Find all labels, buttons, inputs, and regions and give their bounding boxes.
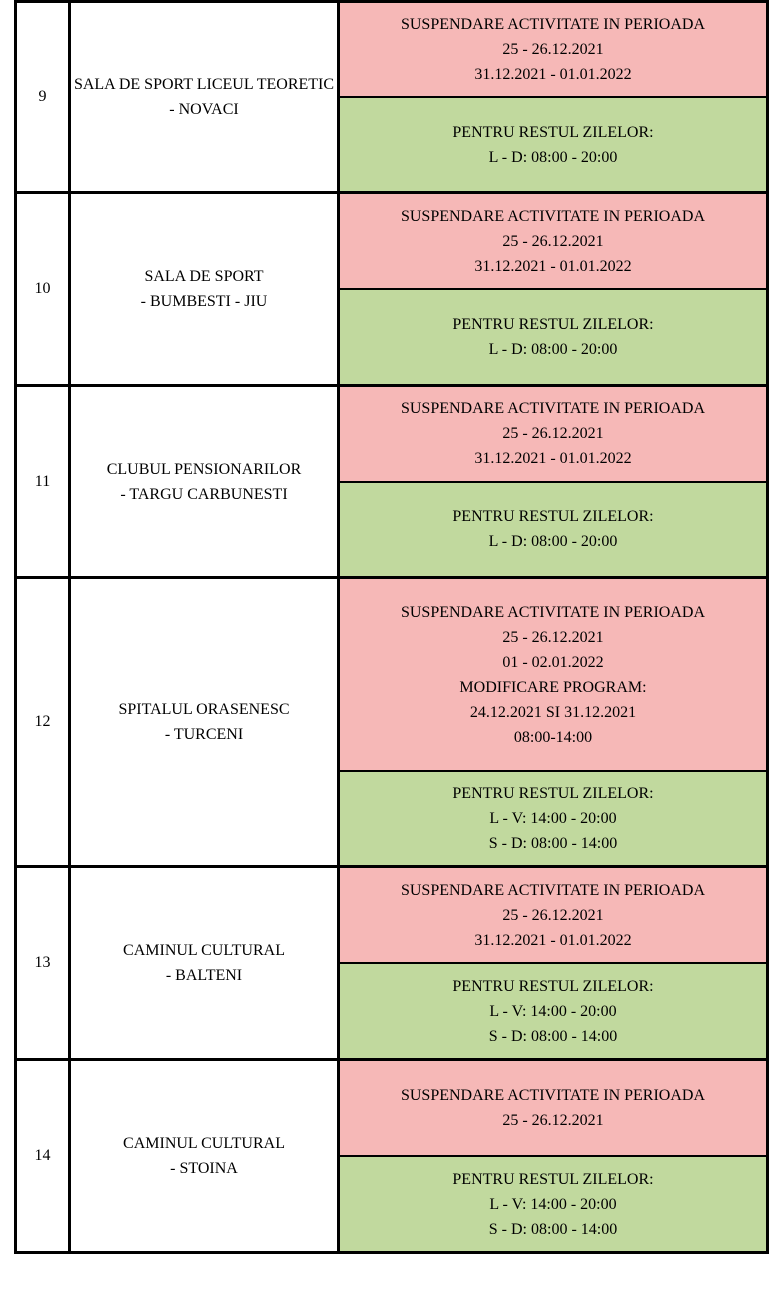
row-number: 10 [14, 194, 71, 384]
hours-line: PENTRU RESTUL ZILELOR: [452, 123, 654, 141]
hours-line: S - D: 08:00 - 14:00 [488, 1027, 618, 1045]
hours-line: PENTRU RESTUL ZILELOR: [452, 316, 654, 333]
regular-hours-block [340, 962, 766, 1058]
suspension-line: SUSPENDARE ACTIVITATE IN PERIOADA [400, 603, 706, 621]
row-number: 12 [14, 579, 71, 865]
location-cell [71, 3, 340, 191]
row-number: 9 [14, 3, 71, 191]
schedule-cell [340, 1061, 769, 1251]
schedule-cell [340, 868, 769, 1058]
hours-line: PENTRU RESTUL ZILELOR: [452, 1170, 654, 1188]
suspension-line: 25 - 26.12.2021 [502, 41, 604, 58]
table-row [14, 868, 769, 1061]
location-name: SALA DE SPORT [144, 268, 264, 285]
suspension-line: SUSPENDARE ACTIVITATE IN PERIOADA [400, 400, 706, 418]
location-cell [71, 194, 340, 384]
suspension-block [340, 194, 766, 288]
hours-line: L - V: 14:00 - 20:00 [489, 1195, 617, 1213]
suspension-line: 31.12.2021 - 01.01.2022 [474, 450, 632, 468]
suspension-line: SUSPENDARE ACTIVITATE IN PERIOADA [400, 207, 706, 225]
location-cell [71, 387, 340, 576]
hours-line: L - D: 08:00 - 20:00 [488, 533, 618, 551]
program-change-line: 08:00-14:00 [513, 728, 593, 746]
program-change-line: MODIFICARE PROGRAM: [459, 678, 647, 696]
location-town: - BUMBESTI - JIU [140, 293, 268, 310]
row-number: 11 [14, 387, 71, 576]
location-town: - BALTENI [165, 967, 243, 984]
regular-hours-block [340, 96, 766, 191]
table-row [14, 1061, 769, 1254]
schedule-table [14, 0, 769, 1254]
location-town: - TARGU CARBUNESTI [120, 485, 288, 503]
suspension-line: 01 - 02.01.2022 [502, 653, 604, 671]
row-number: 13 [14, 868, 71, 1058]
suspension-line: 31.12.2021 - 01.01.2022 [474, 66, 632, 83]
hours-line: S - D: 08:00 - 14:00 [488, 835, 618, 852]
hours-line: L - D: 08:00 - 20:00 [488, 341, 618, 358]
row-number: 14 [14, 1061, 71, 1251]
hours-line: L - V: 14:00 - 20:00 [489, 1002, 617, 1020]
suspension-block [340, 3, 766, 96]
location-town: - TURCENI [164, 726, 244, 743]
location-cell [71, 868, 340, 1058]
schedule-cell [340, 194, 769, 384]
hours-line: PENTRU RESTUL ZILELOR: [452, 977, 654, 995]
regular-hours-block [340, 481, 766, 577]
suspension-block [340, 579, 766, 770]
suspension-line: 25 - 26.12.2021 [502, 232, 604, 250]
suspension-line: 31.12.2021 - 01.01.2022 [474, 257, 632, 275]
suspension-line: SUSPENDARE ACTIVITATE IN PERIOADA [400, 881, 706, 899]
program-change-line: 24.12.2021 SI 31.12.2021 [469, 703, 637, 721]
hours-line: L - V: 14:00 - 20:00 [489, 810, 617, 827]
hours-line: L - D: 08:00 - 20:00 [488, 148, 618, 166]
location-town: - NOVACI [169, 101, 239, 118]
table-row [14, 194, 769, 387]
location-name: CAMINUL CULTURAL [123, 942, 285, 959]
schedule-cell [340, 387, 769, 576]
suspension-block [340, 1061, 766, 1155]
location-name: CAMINUL CULTURAL [123, 1135, 285, 1152]
suspension-line: 25 - 26.12.2021 [502, 628, 604, 646]
schedule-cell [340, 3, 769, 191]
hours-line: PENTRU RESTUL ZILELOR: [452, 785, 654, 802]
location-name: SALA DE SPORT LICEUL TEORETIC [73, 76, 335, 93]
table-row [14, 0, 769, 194]
suspension-block [340, 387, 766, 481]
hours-line: PENTRU RESTUL ZILELOR: [452, 508, 654, 526]
suspension-line: 31.12.2021 - 01.01.2022 [474, 931, 632, 949]
suspension-line: 25 - 26.12.2021 [502, 1112, 604, 1129]
table-row [14, 387, 769, 579]
location-name: SPITALUL ORASENESC [118, 701, 290, 718]
suspension-block [340, 868, 766, 962]
regular-hours-block [340, 770, 766, 865]
hours-line: S - D: 08:00 - 14:00 [488, 1220, 618, 1238]
location-town: - STOINA [170, 1160, 238, 1177]
suspension-line: 25 - 26.12.2021 [502, 906, 604, 924]
suspension-line: SUSPENDARE ACTIVITATE IN PERIOADA [400, 1087, 706, 1104]
table-row [14, 579, 769, 868]
location-name: CLUBUL PENSIONARILOR [106, 460, 302, 478]
regular-hours-block [340, 1155, 766, 1251]
location-cell [71, 1061, 340, 1251]
regular-hours-block [340, 288, 766, 384]
suspension-line: SUSPENDARE ACTIVITATE IN PERIOADA [400, 16, 706, 33]
schedule-cell [340, 579, 769, 865]
location-cell [71, 579, 340, 865]
suspension-line: 25 - 26.12.2021 [502, 425, 604, 443]
